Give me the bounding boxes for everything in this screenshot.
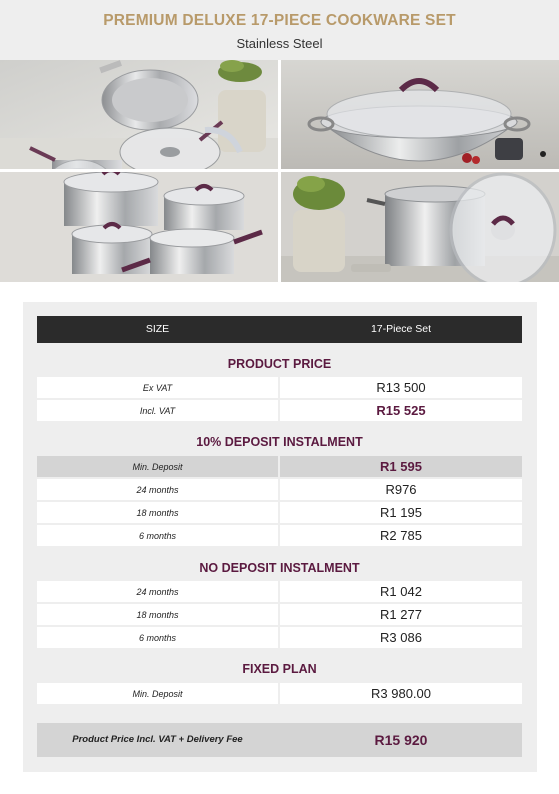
row-value: R1 195 [280, 502, 522, 523]
row-label: 24 months [37, 479, 278, 500]
row-value: R1 042 [280, 581, 522, 602]
table-row [37, 604, 522, 625]
cookware-set-photo [0, 60, 278, 169]
row-label: Incl. VAT [37, 400, 278, 421]
table-row [37, 683, 522, 704]
page-subtitle: Stainless Steel [236, 36, 323, 51]
total-row [37, 723, 522, 757]
table-row [37, 377, 522, 398]
fixed-plan-heading: FIXED PLAN [242, 662, 317, 676]
wok-photo [281, 60, 559, 169]
total-label: Product Price Incl. VAT + Delivery Fee [72, 734, 243, 745]
row-value: R976 [280, 479, 522, 500]
row-value: R3 980.00 [280, 683, 522, 704]
product-photo-grid [0, 60, 559, 282]
row-label: 6 months [37, 525, 278, 546]
deposit-instalment-heading: 10% DEPOSIT INSTALMENT [196, 435, 363, 449]
table-row [37, 400, 522, 421]
table-row [37, 525, 522, 546]
table-row [37, 456, 522, 477]
row-value: R13 500 [280, 377, 522, 398]
row-value: R3 086 [280, 627, 522, 648]
table-row [37, 502, 522, 523]
no-deposit-instalment-heading: NO DEPOSIT INSTALMENT [199, 561, 360, 575]
product-price-heading: PRODUCT PRICE [227, 357, 332, 371]
table-row [37, 627, 522, 648]
table-row [37, 581, 522, 602]
row-value: R1 595 [280, 456, 522, 477]
page-title: PREMIUM DELUXE 17-PIECE COOKWARE SET [103, 12, 456, 29]
table-row [37, 479, 522, 500]
row-value: R15 525 [280, 400, 522, 421]
size-label: SIZE [145, 323, 170, 335]
row-label: 6 months [37, 627, 278, 648]
row-label: Ex VAT [37, 377, 278, 398]
page-header [0, 0, 559, 60]
row-label: Min. Deposit [37, 683, 278, 704]
row-label: Min. Deposit [37, 456, 278, 477]
row-label: 24 months [37, 581, 278, 602]
stock-pot-photo [281, 172, 559, 282]
row-label: 18 months [37, 604, 278, 625]
stacked-pots-photo [0, 172, 278, 282]
size-value: 17-Piece Set [370, 323, 432, 335]
row-value: R1 277 [280, 604, 522, 625]
size-header-row [37, 316, 522, 343]
row-value: R2 785 [280, 525, 522, 546]
total-value: R15 920 [374, 732, 428, 748]
row-label: 18 months [37, 502, 278, 523]
